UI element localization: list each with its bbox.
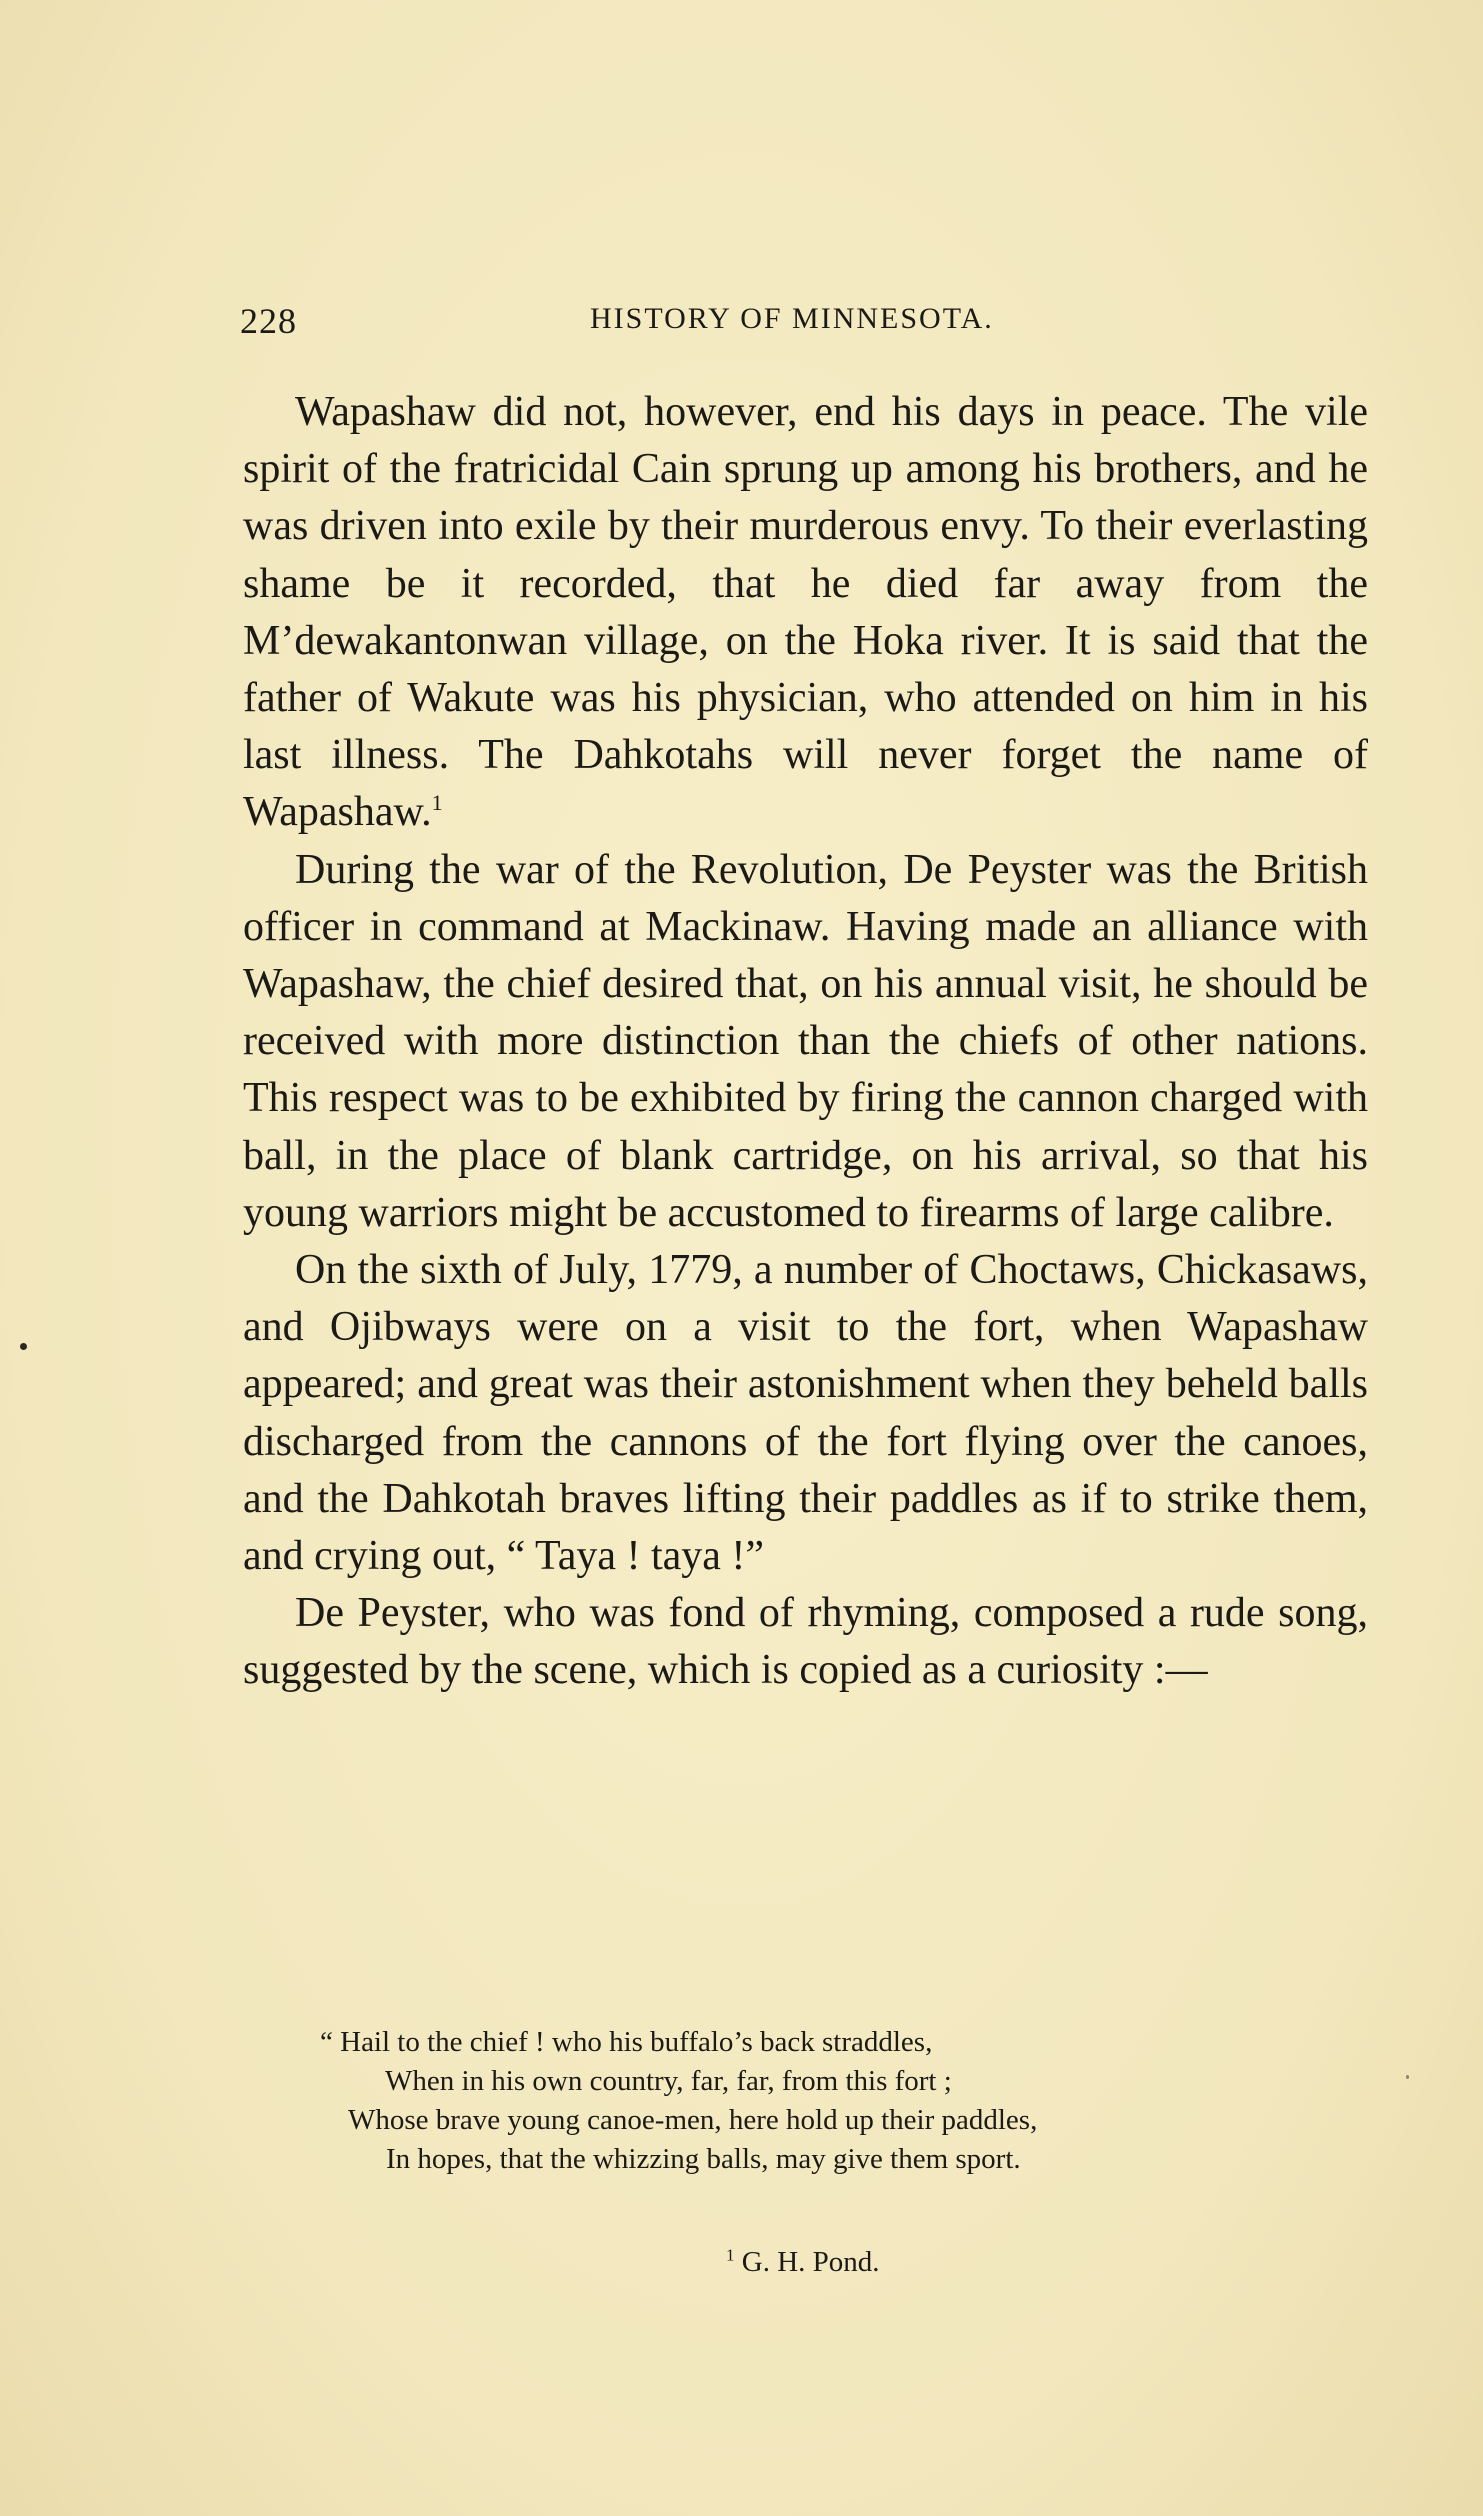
footnote-marker: 1 bbox=[726, 2245, 735, 2265]
ink-speck bbox=[1406, 2075, 1409, 2079]
footnote-text: G. H. Pond. bbox=[741, 2246, 880, 2278]
paragraph-july-1779: On the sixth of July, 1779, a number of Choctaws, Chickasaws, and Ojibways were on a visit to the fort, when Wapashaw appeared; and great was their astonishment when they beheld balls discharged from the cannons of the fort flying over the canoes, and the Dahkotah braves lifting their paddles as if to strike them, and crying out, “ Taya ! taya !” bbox=[243, 1247, 1368, 1580]
running-title: HISTORY OF MINNESOTA. bbox=[590, 302, 994, 335]
paragraph-rude-song: De Peyster, who was fond of rhyming, composed a rude song, suggested by the scene, which is copied as a curiosity :— bbox=[243, 1590, 1368, 1694]
verse-block bbox=[320, 2023, 1280, 2179]
verse-line: When in his own country, far, far, from this fort ; bbox=[385, 2065, 952, 2097]
verse-line: In hopes, that the whizzing balls, may give them sport. bbox=[386, 2143, 1021, 2175]
footnote-reference: 1 bbox=[431, 790, 443, 816]
body-text bbox=[243, 384, 1368, 1700]
paragraph-text: Wapashaw did not, however, end his days in peace. The vile spirit of the fratricidal Cain sprung up among his brothers, and he was driven into exile by their murderous envy. To their everlasting shame be it recorded, that he died far away from the M’dewakantonwan village, on the Hoka river. It is said that the father of Wakute was his physician, who attended on him in his last illness. The Dahkotahs will never forget the name of Wapashaw. bbox=[243, 389, 1368, 836]
paragraph-de-peyster: During the war of the Revolution, De Peyster was the British officer in command at Mackinaw. Having made an alliance with Wapashaw, the chief desired that, on his annual visit, he should be received with more distinction than the chiefs of other nations. This respect was to be exhibited by firing the cannon charged with ball, in the place of blank cartridge, on his arrival, so that his young warriors might be accustomed to firearms of large calibre. bbox=[243, 846, 1368, 1236]
page-header bbox=[240, 300, 1020, 350]
page-number: 228 bbox=[240, 301, 297, 341]
ink-speck bbox=[20, 1343, 27, 1350]
verse-line: Whose brave young canoe-men, here hold up their paddles, bbox=[348, 2104, 1038, 2136]
verse-line: “ Hail to the chief ! who his buffalo’s back straddles, bbox=[320, 2026, 933, 2058]
footnote bbox=[726, 2246, 880, 2279]
paragraph-wapashaw-exile bbox=[243, 384, 1368, 842]
